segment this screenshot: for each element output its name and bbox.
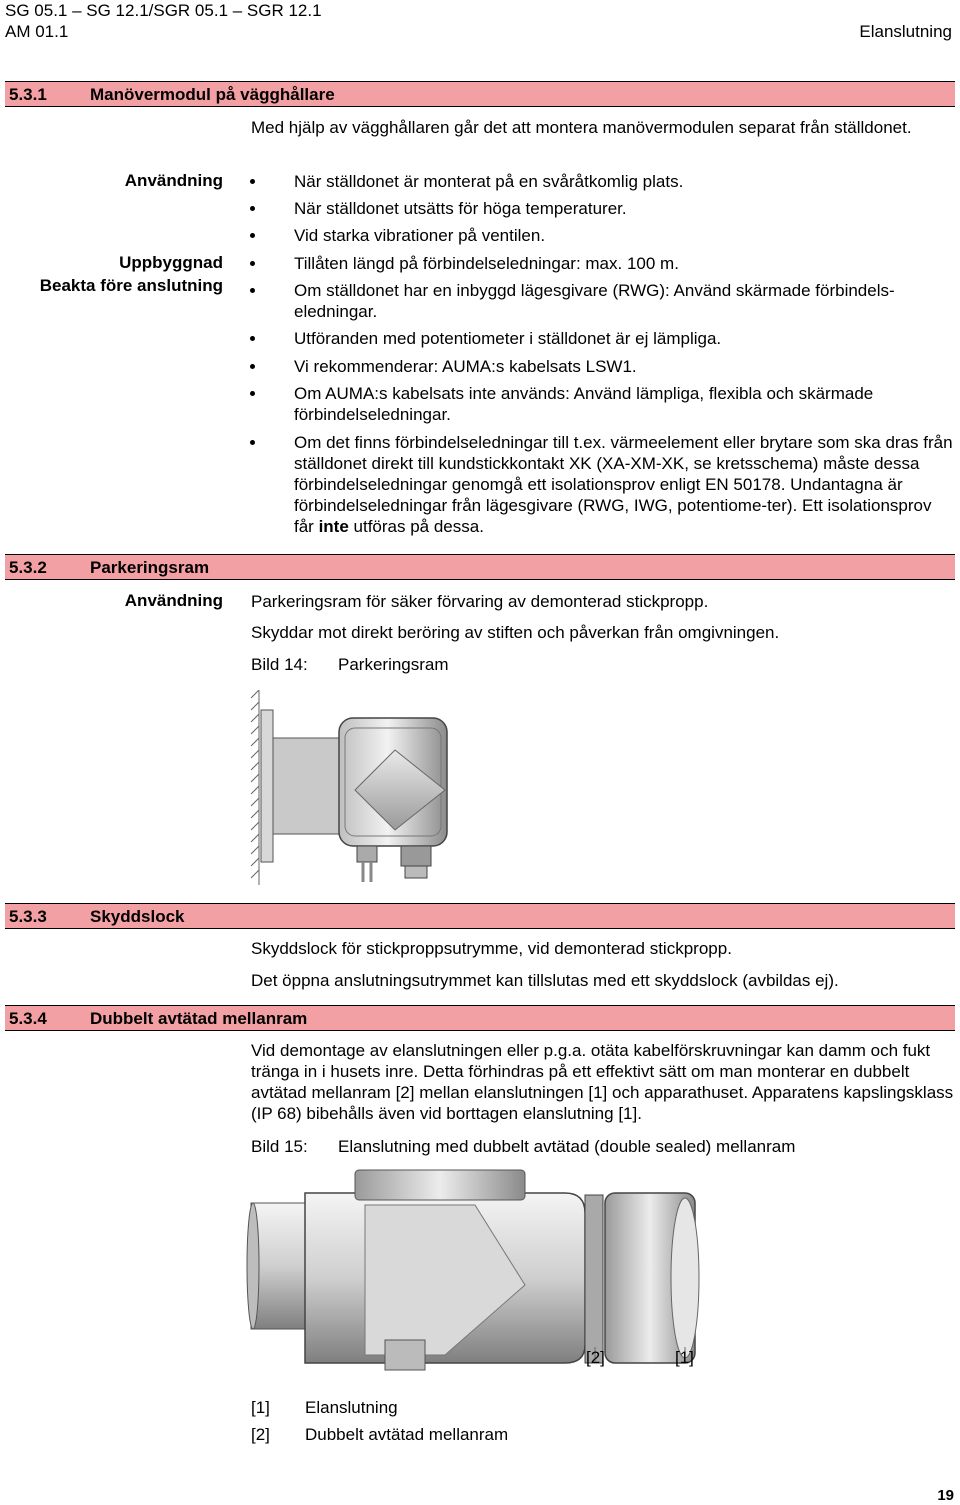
figure-caption-text: Elanslutning med dubbelt avtätad (double sealed) mellanram [338, 1137, 796, 1156]
list-item: Utföranden med potentiometer i ställdonet är ej lämpliga. [250, 328, 956, 349]
section-number: 5.3.2 [9, 558, 47, 577]
paragraph: Parkeringsram för säker förvaring av demonterad stickpropp. [251, 592, 709, 611]
header-doc-line2: AM 01.1 [5, 22, 69, 41]
side-label-structure: Uppbyggnad [119, 253, 223, 272]
legend-item [251, 1398, 398, 1418]
list-item: Om ställdonet har en inbyggd lägesgivare (RWG): Använd skärmade förbindels-eledningar. [250, 280, 956, 322]
figure-label: Bild 15: [251, 1137, 308, 1156]
side-label-before-connect: Beakta före anslutning [39, 276, 223, 295]
figure-label: Bild 14: [251, 655, 308, 674]
list-item: Om det finns förbindelseledningar till t.ex. värmeelement eller brytare som ska dras från ställdonet direkt till kundstickkontakt XK (XA-XM-XK, se kretsschema) måste dessa förbindelseledningar genomgå ett isolationsprov enligt EN 50178. Undantagna är förbindelseledningar från lägesgivare (RWG, IWG, potentiome-ter). Ett isolationsprov får inte utföras på dessa. [250, 432, 956, 537]
section-bar-531 [5, 81, 955, 107]
section-title: Skyddslock [90, 907, 185, 926]
paragraph: Skyddslock för stickproppsutrymme, vid demonterad stickpropp. [251, 939, 732, 958]
header-doc-title [5, 0, 322, 42]
callout-1: [1] [675, 1348, 694, 1367]
list-item: Tillåten längd på förbindelseledningar: max. 100 m. [250, 253, 956, 274]
callout-2: [2] [586, 1348, 605, 1367]
paragraph: Skyddar mot direkt beröring av stiften och påverkan från omgivningen. [251, 623, 780, 642]
list-item: När ställdonet är monterat på en svåråtkomlig plats. [250, 171, 956, 192]
intro-paragraph: Med hjälp av vägghållaren går det att montera manövermodulen separat från ställdonet. [251, 118, 912, 137]
section-number: 5.3.4 [9, 1009, 47, 1028]
parking-frame-illustration [245, 690, 485, 885]
section-bar-532 [5, 554, 955, 580]
section-title: Parkeringsram [90, 558, 210, 577]
legend-key: [2] [251, 1425, 270, 1444]
double-sealed-frame-illustration [245, 1165, 720, 1390]
paragraph: Vid demontage av elanslutningen eller p.g.a. otäta kabelförskruvningar kan damm och fukt tränga in i husets inre. Detta förhindras på ett effektivt sätt om man monterar en dubbelt avtätad mellanram [2] mellan elanslutningen [1] och apparathuset. Apparatens kapslingsklass (IP 68) bibehålls även vid borttagen elanslutning [1]. [251, 1041, 954, 1123]
paragraph: Det öppna anslutningsutrymmet kan tillslutas med ett skyddslock (avbildas ej). [251, 971, 839, 990]
legend-text: Elanslutning [305, 1398, 398, 1417]
list-item: Vi rekommenderar: AUMA:s kabelsats LSW1. [250, 356, 956, 377]
list-item: När ställdonet utsätts för höga temperaturer. [250, 198, 956, 219]
header-doc-line1: SG 05.1 – SG 12.1/SGR 05.1 – SGR 12.1 [5, 1, 322, 20]
side-label-usage-532: Användning [124, 591, 223, 610]
legend-key: [1] [251, 1398, 270, 1417]
legend-text: Dubbelt avtätad mellanram [305, 1425, 509, 1444]
section-title: Manövermodul på vägghållare [90, 85, 335, 104]
header-chapter: Elanslutning [859, 22, 952, 41]
list-item: Vid starka vibrationer på ventilen. [250, 225, 956, 246]
section-number: 5.3.1 [9, 85, 47, 104]
figure-caption-15 [251, 1137, 795, 1157]
figure-caption-text: Parkeringsram [338, 655, 449, 674]
section-bar-534 [5, 1005, 955, 1031]
section-bar-533 [5, 903, 955, 929]
figure-caption-14 [251, 655, 449, 675]
side-label-usage: Användning [124, 171, 223, 190]
section-title: Dubbelt avtätad mellanram [90, 1009, 308, 1028]
legend-item [251, 1425, 508, 1445]
page-number: 19 [937, 1487, 954, 1504]
section-number: 5.3.3 [9, 907, 47, 926]
list-item: Om AUMA:s kabelsats inte används: Använd lämpliga, flexibla och skärmade förbindelseledningar. [250, 383, 956, 425]
